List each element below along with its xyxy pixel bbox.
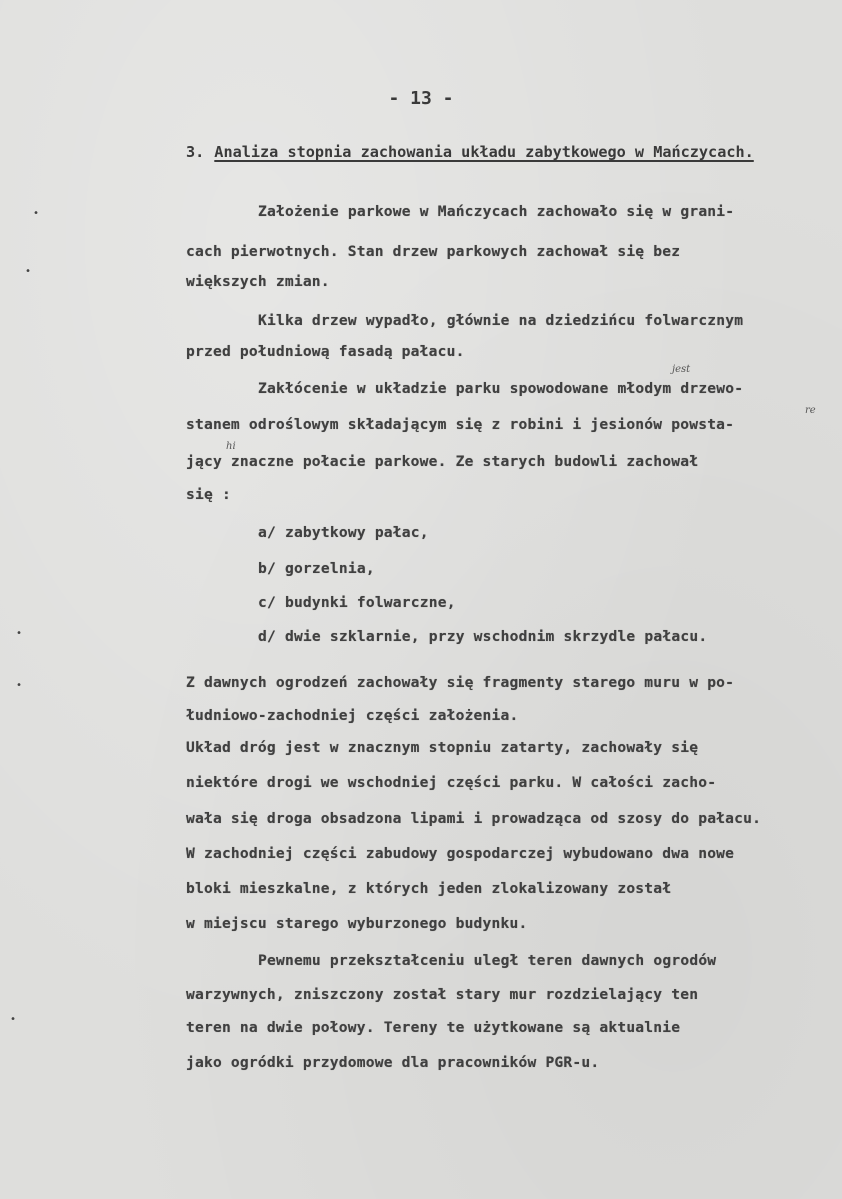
- section-number: 3.: [186, 143, 205, 161]
- text-line-17: niektóre drogi we wschodniej części parku. W całości zacho-: [186, 774, 717, 791]
- margin-dot-mark: •: [33, 208, 40, 219]
- text-line-1: Założenie parkowe w Mańczycach zachowało się w grani-: [258, 203, 735, 220]
- section-title: Analiza stopnia zachowania układu zabytkowego w Mańczycach.: [214, 143, 754, 161]
- text-line-25: jako ogródki przydomowe dla pracowników PGR-u.: [186, 1054, 600, 1071]
- text-line-8: jący znaczne połacie parkowe. Ze starych budowli zachował: [186, 453, 699, 470]
- text-line-7: stanem odroślowym składającym się z robini i jesionów powsta-: [186, 416, 735, 433]
- handwritten-note-hi: hi: [226, 441, 236, 452]
- page-number: - 13 -: [388, 88, 454, 109]
- text-line-2: cach pierwotnych. Stan drzew parkowych zachował się bez: [186, 243, 681, 260]
- section-heading: [186, 143, 754, 161]
- text-line-16: Układ dróg jest w znacznym stopniu zatarty, zachowały się: [186, 739, 699, 756]
- text-line-19: W zachodniej części zabudowy gospodarczej wybudowano dwa nowe: [186, 845, 735, 862]
- text-line-23: warzywnych, zniszczony został stary mur rozdzielający ten: [186, 986, 699, 1003]
- list-item-d: d/ dwie szklarnie, przy wschodnim skrzydle pałacu.: [258, 628, 708, 645]
- text-line-6: Zakłócenie w układzie parku spowodowane młodym drzewo-: [258, 380, 744, 397]
- list-item-b: b/ gorzelnia,: [258, 560, 375, 577]
- text-line-18: wała się droga obsadzona lipami i prowadząca od szosy do pałacu.: [186, 810, 762, 827]
- list-item-a: a/ zabytkowy pałac,: [258, 524, 429, 541]
- margin-dot-mark: •: [16, 628, 23, 639]
- margin-dot-mark: •: [25, 266, 32, 277]
- text-line-4: Kilka drzew wypadło, głównie na dziedzińcu folwarcznym: [258, 312, 744, 329]
- text-line-14: Z dawnych ogrodzeń zachowały się fragmenty starego muru w po-: [186, 674, 735, 691]
- text-line-15: łudniowo-zachodniej części założenia.: [186, 707, 519, 724]
- text-line-3: większych zmian.: [186, 273, 330, 290]
- text-line-9: się :: [186, 486, 231, 503]
- text-line-24: teren na dwie połowy. Tereny te użytkowane są aktualnie: [186, 1019, 681, 1036]
- text-line-22: Pewnemu przekształceniu uległ teren dawnych ogrodów: [258, 952, 717, 969]
- handwritten-note-re: re: [805, 405, 816, 416]
- handwritten-note-jest: jest: [672, 364, 691, 375]
- margin-dot-mark: •: [16, 680, 23, 691]
- text-line-21: w miejscu starego wyburzonego budynku.: [186, 915, 528, 932]
- list-item-c: c/ budynki folwarczne,: [258, 594, 456, 611]
- margin-dot-mark: •: [10, 1014, 17, 1025]
- text-line-20: bloki mieszkalne, z których jeden zlokalizowany został: [186, 880, 672, 897]
- text-line-5: przed południową fasadą pałacu.: [186, 343, 465, 360]
